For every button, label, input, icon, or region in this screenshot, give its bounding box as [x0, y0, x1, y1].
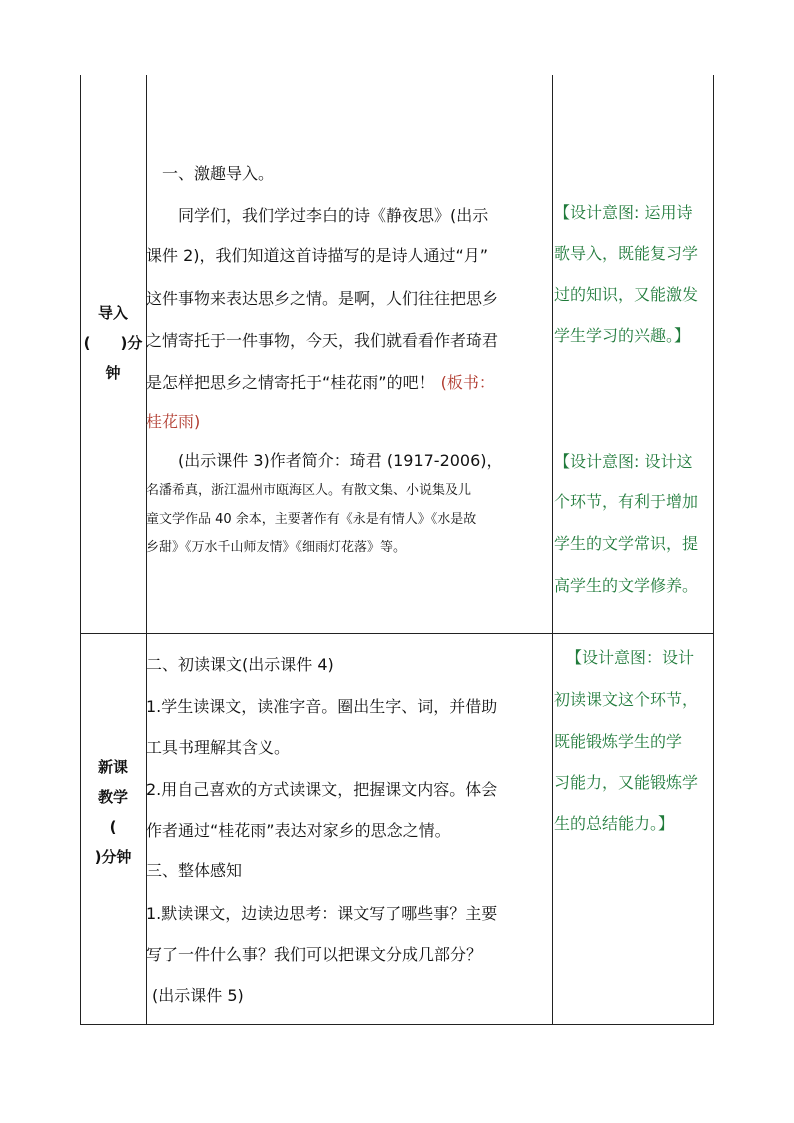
design-note-line: 【设计意图: 设计这: [554, 452, 693, 471]
design-note-line: 初读课文这个环节，: [554, 690, 699, 709]
paragraph-line-small: 名潘希真，浙江温州市瓯海区人。有散文集、小说集及儿: [146, 483, 472, 498]
table-border-left: [80, 75, 81, 1025]
stage-cell-intro: [81, 298, 145, 388]
board-text: 桂花雨): [146, 412, 201, 431]
table-border-right: [713, 75, 714, 1025]
content-line: 工具书理解其含义。: [146, 738, 291, 757]
paragraph-line: 同学们，我们学过李白的诗《静夜思》(出示: [146, 206, 489, 225]
row-divider: [80, 633, 714, 634]
content-line: 2.用自己喜欢的方式读课文，把握课文内容。体会: [146, 780, 498, 799]
stage-line: 新课: [97, 758, 128, 776]
stage-cell-new-lesson: [81, 752, 145, 872]
content-line: 1.学生读课文，读准字音。圈出生字、词，并借助: [146, 697, 498, 716]
paragraph-line-text: 是怎样把思乡之情寄托于“桂花雨”的吧！: [146, 373, 435, 392]
stage-line: ( )分: [83, 334, 143, 352]
section-heading: 一、激趣导入。: [162, 164, 275, 183]
content-line: 二、初读课文(出示课件 4): [146, 655, 334, 674]
design-note-line: 学生学习的兴趣。】: [554, 326, 691, 345]
board-label: (板书：: [440, 373, 495, 392]
stage-line: (: [109, 818, 117, 836]
stage-line: 钟: [105, 364, 121, 382]
stage-line: )分钟: [94, 848, 132, 866]
paragraph-line-small: 乡甜》《万水千山师友情》《细雨灯花落》等。: [146, 540, 407, 555]
design-note-line: 个环节，有利于增加: [554, 492, 699, 511]
paragraph-line: [146, 373, 552, 393]
design-note-line: 过的知识，又能激发: [554, 285, 699, 304]
paragraph-line: 之情寄托于一件事物，今天，我们就看看作者琦君: [146, 331, 499, 350]
design-note-line: 生的总结能力。】: [554, 814, 675, 833]
design-note-line: 习能力，又能锻炼学: [554, 773, 699, 792]
design-note-line: 高学生的文学修养。: [554, 576, 699, 595]
design-note-line: 既能锻炼学生的学: [554, 732, 683, 751]
design-note-line: 【设计意图: 运用诗: [554, 203, 693, 222]
paragraph-line: 课件 2)，我们知道这首诗描写的是诗人通过“月”: [146, 246, 489, 265]
stage-line: 教学: [97, 788, 128, 806]
stage-line: 导入: [97, 304, 128, 322]
content-line: 三、整体感知: [146, 861, 243, 880]
design-note-line: 歌导入，既能复习学: [554, 244, 699, 263]
content-line: 1.默读课文，边读边思考：课文写了哪些事？主要: [146, 904, 498, 923]
content-line: (出示课件 5): [152, 986, 244, 1005]
content-line: 写了一件什么事？我们可以把课文分成几部分？: [146, 945, 483, 964]
paragraph-line: 这件事物来表达思乡之情。是啊，人们往往把思乡: [146, 289, 499, 308]
design-note-line: 学生的文学常识，提: [554, 534, 699, 553]
design-note-line: 【设计意图：设计: [566, 648, 695, 667]
table-border-bottom: [80, 1024, 714, 1025]
content-line: 作者通过“桂花雨”表达对家乡的思念之情。: [146, 821, 451, 840]
table-divider-notes: [552, 75, 553, 1025]
paragraph-line: (出示课件 3)作者简介：琦君 (1917-2006)，: [146, 451, 503, 470]
paragraph-line-small: 童文学作品 40 余本，主要著作有《永是有情人》《水是故: [146, 512, 477, 527]
